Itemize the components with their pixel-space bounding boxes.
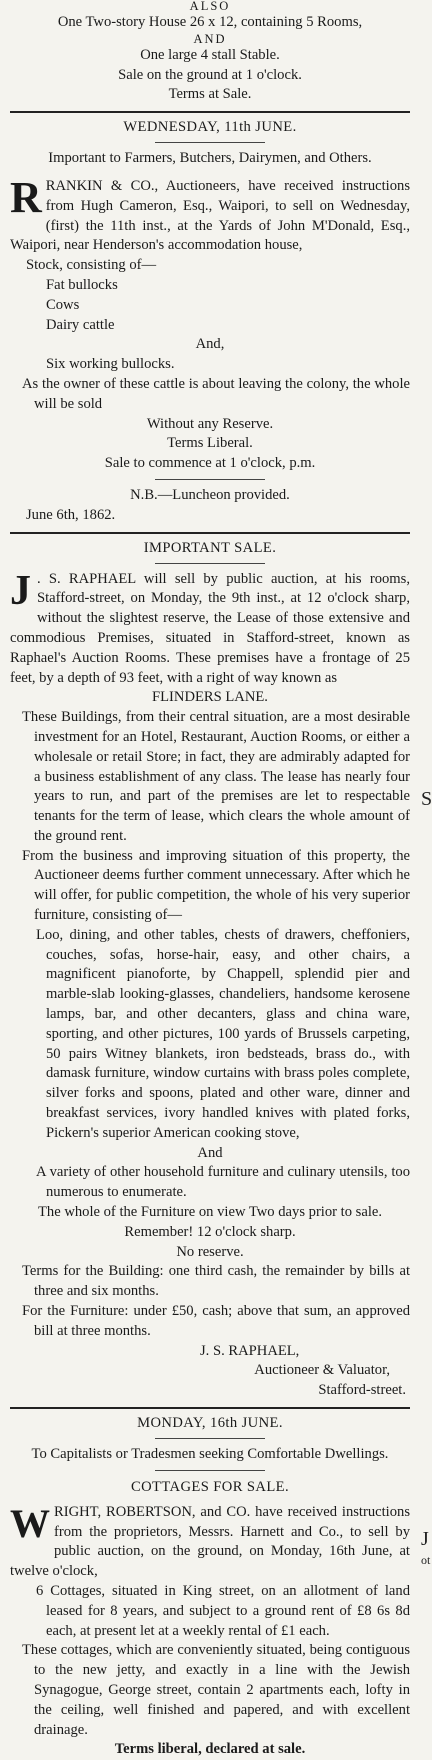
working-bullocks: Six working bullocks. [46,356,175,373]
edge-glyph: J [421,1528,429,1550]
commence-line: Sale to commence at 1 o'clock, p.m. [104,455,316,472]
dated-line: June 6th, 1862. [26,506,116,523]
and-line: And [197,1144,223,1161]
drop-cap: R [10,172,42,222]
cottages-line: 6 Cottages, situated in King street, on an allotment of land leased for 8 years, and subject to a ground rent of £8 6s 8d each, at present let at a weekly rental of £1 each. [36,1582,410,1639]
edge-glyph: ot [421,1553,431,1567]
ad-title: COTTAGES FOR SALE. [130,1478,290,1495]
stable-line: One large 4 stall Stable. [140,46,280,63]
reserve-line: Without any Reserve. [146,415,274,432]
divider [10,1407,410,1409]
short-rule [155,142,265,143]
sale-time-line: Sale on the ground at 1 o'clock. [118,66,302,83]
cottages-paragraph: These cottages, which are conveniently situated, being contiguous to the new jetty, and exactly in a line with the Jewish Synagogue, George street, contain 2 apartments each, lofty in the ceiling, well finished and papered, and with excellent drainage. [22,1642,410,1738]
intro-paragraph: . S. RAPHAEL will sell by public auction, at his rooms, Stafford-street, on Monday, the 9th inst., at 12 o'clock sharp, without the slightest reserve, the Lease of those extensive and commodious Premises, situated in Stafford-street, known as Raphael's Auction Rooms. These premises have a frontage of 25 feet, by a depth of 93 feet, with a right of way known as [10,570,410,686]
variety-line: A variety of other household furniture and culinary utensils, too numerous to enumerate. [36,1164,410,1201]
divider [10,111,410,113]
owner-paragraph: As the owner of these cattle is about leaving the colony, the whole will be sold [22,375,410,412]
short-rule [155,479,265,480]
ad-raphael-sale [10,538,410,1401]
sale-date: MONDAY, 16th JUNE. [137,1415,283,1431]
terms-building: Terms for the Building: one third cash, the remainder by bills at three and six months. [22,1263,410,1300]
terms-line: Terms Liberal. [167,435,253,452]
signature-place: Stafford-street. [318,1382,406,1399]
stock-item: Cows [46,296,80,313]
short-rule [155,1470,265,1471]
terms-furniture: For the Furniture: under £50, cash; above that sum, an approved bill at three months. [22,1303,410,1339]
edge-glyph: S [421,788,432,810]
view-line: The whole of the Furniture on view Two days prior to sale. [37,1204,383,1221]
adjacent-column-edge [420,0,432,1748]
drop-cap: J [10,567,31,614]
ad-cottages-sale [10,1413,410,1760]
nb-line: N.B.—Luncheon provided. [130,486,290,503]
headline: To Capitalists or Tradesmen seeking Comfortable Dwellings. [31,1446,389,1462]
ad-house-sale [10,0,410,105]
remember-line: Remember! 12 o'clock sharp. [124,1223,296,1240]
terms-line: Terms at Sale. [168,86,252,103]
ad-cattle-sale [10,117,410,525]
signature-name: J. S. RAPHAEL, [200,1342,300,1359]
also-label: ALSO [189,0,231,13]
furniture-list: Loo, dining, and other tables, chests of drawers, cheffoniers, couches, sofas, horse-hair, easy, and other chairs, a magnificent pianoforte, by Chappell, splendid pier and marble-slab looking-glasses, chandeliers, handsome kerosene lamps, bar, and other decanters, glass and china ware, sporting, and other pictures, 100 yards of Brussels carpeting, 50 pairs Witney blankets, iron bedsteads, brass do., with damask furniture, window curtains with brass poles complete, silver forks and spoons, plated and other ware, dinner and breakfast services, ivory handled knives with plated forks, Pickern's superior American cooking stove, [36,926,410,1141]
signature-role: Auctioneer & Valuator, [254,1362,390,1379]
headline: Important to Farmers, Butchers, Dairymen, and Others. [48,150,372,167]
noreserve-line: No reserve. [176,1243,244,1260]
intro-paragraph: RANKIN & CO., Auctioneers, have received instructions from Hugh Cameron, Esq., Waipori, to sell on Wednesday, (first) the 11th inst., at the Yards of John M'Donald, Esq., Waipori, near Henderson's accommodation house, [10,177,410,254]
and-label: AND [193,31,227,46]
ad-title: IMPORTANT SALE. [143,539,277,556]
house-line: One Two-story House 26 x 12, containing 5 Rooms, [57,14,363,30]
terms-line: Terms liberal, declared at sale. [114,1741,306,1758]
buildings-paragraph: These Buildings, from their central situation, are a most desirable investment for an Hotel, Restaurant, Auction Rooms, or either a wholesale or retail Store; in fact, they are admirably adapted for a business establishment of any class. The lease has nearly four years to run, and part of the premises are let to respectable tenants for the term of lease, which clears the whole amount of the ground rent. [22,709,410,844]
auctioneer-paragraph: From the business and improving situation of this property, the Auctioneer deems further comment unnecessary. After which he will offer, for public competition, the whole of his very superior furniture, consisting of— [22,847,410,924]
stock-label: Stock, consisting of— [26,257,157,274]
stock-item: Fat bullocks [46,276,118,293]
short-rule [155,1438,265,1439]
sale-date: WEDNESDAY, 11th JUNE. [123,119,297,136]
and-line: And, [195,336,225,353]
divider [10,532,410,534]
short-rule [155,563,265,564]
stock-item: Dairy cattle [46,316,115,333]
lane-name: FLINDERS LANE. [152,689,268,706]
intro-paragraph: RIGHT, ROBERTSON, and CO. have received instructions from the proprietors, Messrs. Harnett and Co., to sell by public auction, on the ground, on Monday, 16th June, at twelve o'clock, [10,1503,410,1580]
drop-cap: W [10,1500,50,1546]
